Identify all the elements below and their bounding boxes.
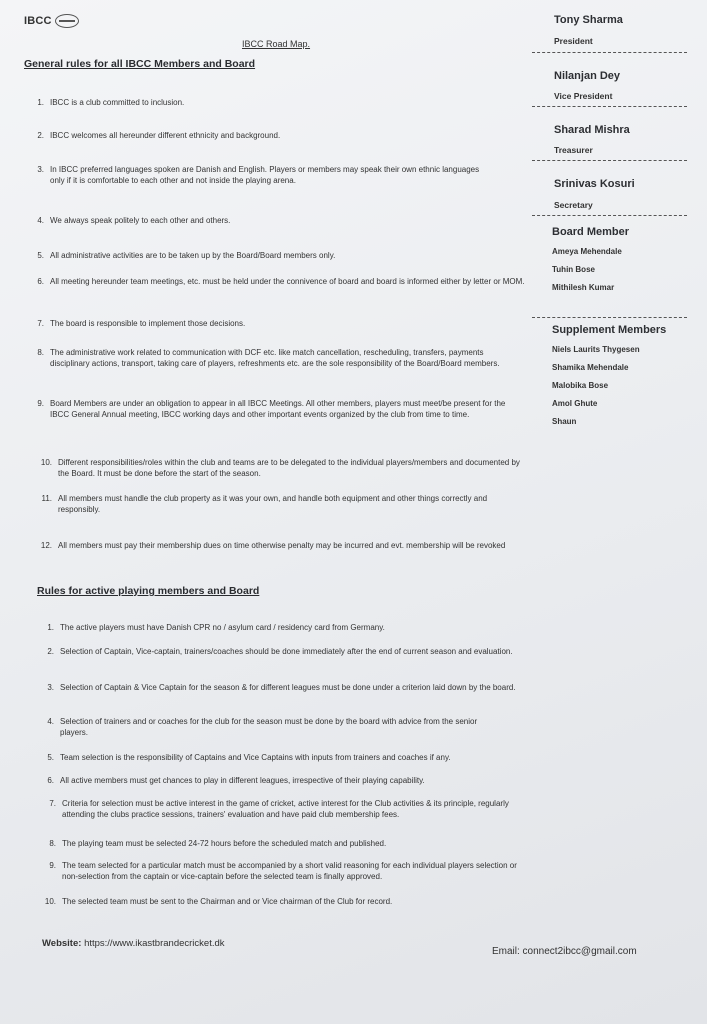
rule-text: Selection of Captain, Vice-captain, trainers/coaches should be done immediately after the end of current season and evaluation. (60, 647, 513, 656)
rule-number: 8. (49, 839, 56, 848)
board-member-name: Ameya Mehendale (552, 247, 622, 256)
website-label: Website: (42, 938, 82, 949)
list-item (37, 250, 510, 261)
rule-number: 6. (47, 776, 54, 785)
rule-text: The board is responsible to implement those decisions. (50, 319, 246, 328)
rule-text: Selection of Captain & Vice Captain for the season & for different leagues must be done under a criterion laid down by the board. (60, 683, 516, 692)
list-item (47, 716, 505, 738)
list-item (37, 164, 490, 186)
rule-text: In IBCC preferred languages spoken are Danish and English. Players or members may speak their own ethnic languages only if it is comfortable to each other and not inside the playing arena. (50, 165, 480, 185)
board-member-title: Board Member (552, 226, 630, 238)
rule-number: 1. (47, 623, 54, 632)
list-item (47, 682, 520, 693)
officer-role: Treasurer (554, 145, 593, 155)
supplement-member-name: Shamika Mehendale (552, 363, 629, 372)
rule-text: Different responsibilities/roles within the club and teams are to be delegated to the individual players/members and documented by the Board. It must be done before the start of the season. (58, 458, 520, 478)
list-item (44, 896, 522, 907)
rule-number: 6. (37, 277, 44, 286)
rule-number: 2. (47, 647, 54, 656)
rule-text: IBCC welcomes all hereunder different ethnicity and background. (50, 131, 281, 140)
officer-role: Secretary (554, 200, 593, 210)
list-item (37, 398, 512, 420)
rule-text: All active members must get chances to play in different leagues, irrespective of their playing capability. (60, 776, 425, 785)
board-member-name: Mithilesh Kumar (552, 283, 615, 292)
rule-text: All members must pay their membership dues on time otherwise penalty may be incurred and evt. membership will be revoked (58, 541, 506, 550)
rule-text: All members must handle the club property as it was your own, and handle both equipment and other things correctly and responsibly. (58, 494, 488, 514)
rule-number: 3. (37, 165, 44, 174)
rule-text: IBCC is a club committed to inclusion. (50, 98, 185, 107)
rule-number: 8. (37, 348, 44, 357)
rule-number: 5. (47, 753, 54, 762)
rule-number: 12. (40, 541, 52, 550)
rule-text: The selected team must be sent to the Chairman and or Vice chairman of the Club for record. (62, 897, 393, 906)
cricket-ball-icon (55, 14, 79, 28)
supplement-member-name: Amol Ghute (552, 399, 598, 408)
list-item (37, 97, 510, 108)
officer-role: President (554, 36, 593, 46)
divider (532, 317, 687, 318)
active-rules-heading: Rules for active playing members and Board (37, 585, 260, 597)
rule-number: 9. (49, 861, 56, 870)
divider (532, 215, 687, 216)
supplement-members-title: Supplement Members (552, 324, 667, 336)
rule-text: All meeting hereunder team meetings, etc. must be held under the connivence of board and board is informed either by letter or MOM. (50, 277, 525, 286)
rule-text: All administrative activities are to be taken up by the Board/Board members only. (50, 251, 336, 260)
officer-name: Tony Sharma (554, 14, 623, 26)
rule-text: The team selected for a particular match must be accompanied by a short valid reasoning for each individual players selection or non-selection from the captain or vice-captain before the selected team is finally approved. (62, 861, 517, 881)
officer-role: Vice President (554, 91, 613, 101)
website-link[interactable]: https://www.ikastbrandecricket.dk (84, 938, 225, 949)
footer-email[interactable]: Email: connect2ibcc@gmail.com (492, 946, 637, 957)
rule-number: 10. (44, 897, 56, 906)
board-member-name: Tuhin Bose (552, 265, 595, 274)
officer-name: Sharad Mishra (554, 124, 630, 136)
list-item (37, 318, 510, 329)
list-item (49, 838, 522, 849)
list-item (37, 347, 512, 369)
officer-name: Nilanjan Dey (554, 70, 621, 82)
list-item (49, 798, 517, 820)
divider (532, 106, 687, 107)
list-item (37, 215, 510, 226)
footer-website (42, 938, 225, 949)
rule-number: 11. (41, 494, 52, 503)
rule-number: 7. (49, 799, 56, 808)
rule-text: Team selection is the responsibility of Captains and Vice Captains with inputs from trainers and coaches if any. (60, 753, 451, 762)
rule-number: 3. (47, 683, 54, 692)
list-item (40, 540, 528, 551)
rule-number: 9. (37, 399, 44, 408)
rule-text: The active players must have Danish CPR no / asylum card / residency card from Germany. (60, 623, 385, 632)
list-item (47, 622, 520, 633)
club-logo (24, 14, 79, 28)
rule-text: The playing team must be selected 24-72 hours before the scheduled match and published. (62, 839, 387, 848)
logo-text: IBCC (24, 15, 52, 27)
divider (532, 52, 687, 53)
divider (532, 160, 687, 161)
list-item (47, 646, 520, 657)
general-rules-heading: General rules for all IBCC Members and Board (24, 58, 256, 70)
rule-text: Board Members are under an obligation to appear in all IBCC Meetings. All other members, players must meet/be present for the IBCC General Annual meeting, IBCC working days and other important events organized by the club from time to time. (50, 399, 506, 419)
list-item (41, 493, 498, 515)
officer-name: Srinivas Kosuri (554, 178, 635, 190)
list-item (47, 752, 520, 763)
rule-text: Selection of trainers and or coaches for the club for the season must be done by the board with advice from the senior players. (60, 717, 478, 737)
rule-text: Criteria for selection must be active interest in the game of cricket, active interest for the Club activities & its principle, regularly attending the clubs practice sessions, trainers' evaluation and have paid club membership fees. (62, 799, 509, 819)
list-item (40, 457, 528, 479)
rule-number: 5. (37, 251, 44, 260)
list-item (37, 130, 510, 141)
supplement-member-name: Shaun (552, 417, 577, 426)
rule-number: 4. (37, 216, 44, 225)
rule-number: 4. (47, 717, 54, 726)
rule-number: 10. (40, 458, 52, 467)
list-item (49, 860, 522, 882)
rule-text: We always speak politely to each other and others. (50, 216, 231, 225)
supplement-member-name: Niels Laurits Thygesen (552, 345, 640, 354)
document-title: IBCC Road Map. (242, 39, 311, 49)
rule-number: 2. (37, 131, 44, 140)
list-item (37, 276, 530, 287)
rule-number: 1. (37, 98, 44, 107)
rule-text: The administrative work related to communication with DCF etc. like match cancellation, rescheduling, transfers, payments disciplinary actions, transport, taking care of players, refreshments etc. are the sole responsibility of the Board/Board members. (50, 348, 500, 368)
supplement-member-name: Malobika Bose (552, 381, 609, 390)
list-item (47, 775, 520, 786)
rule-number: 7. (37, 319, 44, 328)
